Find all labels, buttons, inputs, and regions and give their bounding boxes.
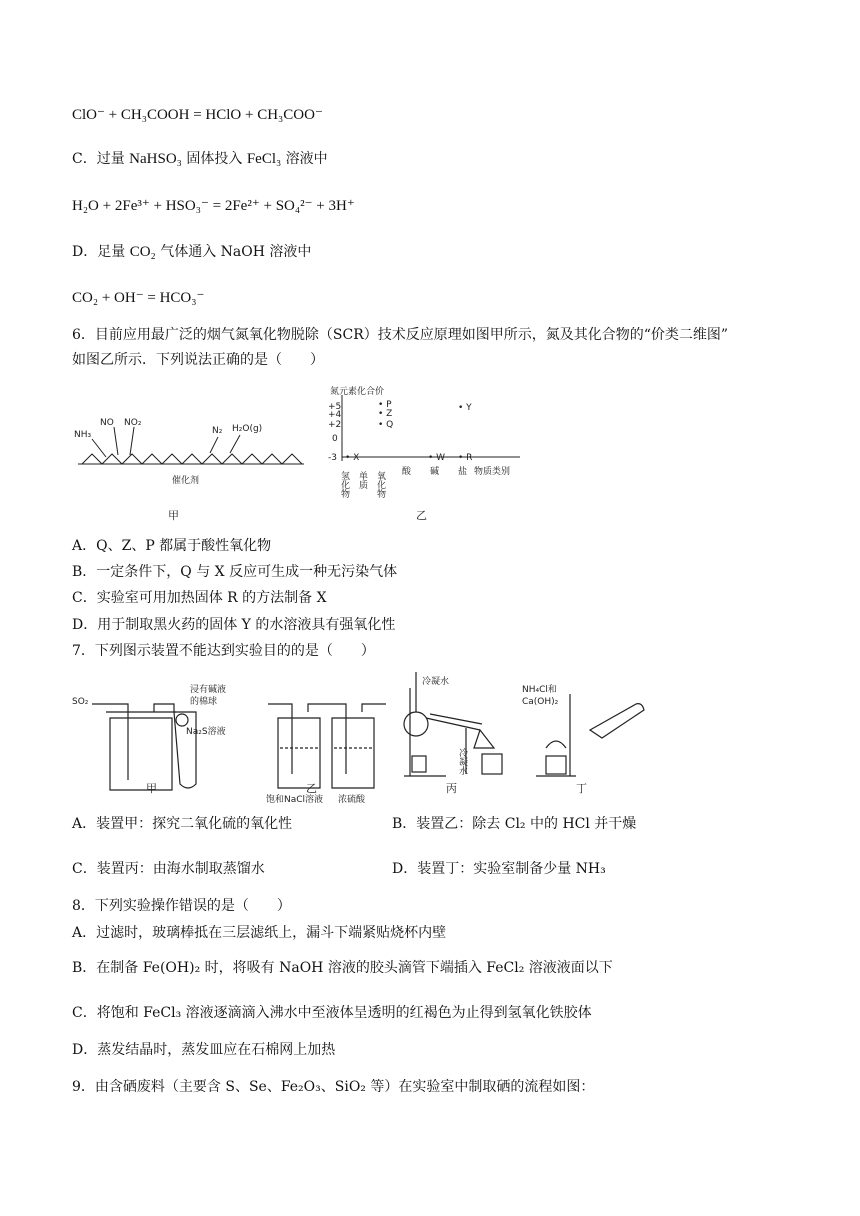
label-nh3: NH₃ <box>74 430 92 440</box>
q7-option-a: A．装置甲：探究二氧化硫的氧化性 <box>72 816 293 832</box>
point-y: • Y <box>458 403 472 413</box>
q6-stem-line1: 6．目前应用最广泛的烟气氮氧化物脱除（SCR）技术反应原理如图甲所示，氮及其化合物的“价类二维图” <box>72 327 729 343</box>
point-p: • P <box>378 400 392 410</box>
caption-jia-7: 甲 <box>146 782 157 795</box>
q8-stem: 8．下列实验操作错误的是（ ） <box>72 898 291 914</box>
option-c-mid: 固体投入 <box>186 151 243 167</box>
xcat-element: 单质 <box>357 471 367 489</box>
caption-ding: 丁 <box>576 782 587 795</box>
xcat-base: 碱 <box>430 467 440 477</box>
option-c-label: C．过量 <box>72 151 125 167</box>
point-w: • W <box>428 453 446 463</box>
label-nh4cl: NH₄Cl和 <box>522 685 557 695</box>
point-z: • Z <box>378 409 393 419</box>
q8-option-a: A．过滤时，玻璃棒抵在三层滤纸上，漏斗下端紧贴烧杯内壁 <box>72 925 447 941</box>
q8-option-b: B．在制备 Fe(OH)₂ 时，将吸有 NaOH 溶液的胶头滴管下端插入 FeCl₂ 溶液液面以下 <box>72 960 613 976</box>
q7-stem: 7．下列图示装置不能达到实验目的的是（ ） <box>72 643 375 659</box>
label-cooling-water-2: 冷凝水 <box>457 748 467 775</box>
label-h2o: H₂O(g) <box>232 424 263 434</box>
caption-bing: 丙 <box>446 782 457 795</box>
scr-diagram <box>72 385 312 525</box>
ytick-minus3: -3 <box>328 453 337 463</box>
ytick-plus5: +5 <box>328 402 342 412</box>
option-d-tail: 气体通入 NaOH 溶液中 <box>160 244 312 260</box>
caption-yi-7: 乙 <box>306 782 317 795</box>
q8-option-d: D．蒸发结晶时，蒸发皿应在石棉网上加热 <box>72 1042 336 1058</box>
q6-option-b: B．一定条件下，Q 与 X 反应可生成一种无污染气体 <box>72 564 398 580</box>
q6-option-c: C．实验室可用加热固体 R 的方法制备 X <box>72 590 327 606</box>
ytick-plus2: +2 <box>328 420 342 430</box>
x-axis-label: 物质类别 <box>474 467 511 477</box>
option-d-label: D．足量 <box>72 244 126 260</box>
option-d-reagent: CO₂ <box>129 244 156 260</box>
q6-option-d: D．用于制取黑火药的固体 Y 的水溶液具有强氧化性 <box>72 617 396 633</box>
equation-c: H₂O + 2Fe³⁺ + HSO₃⁻ = 2Fe²⁺ + SO₄²⁻ + 3H⁺ <box>72 198 355 214</box>
option-c-target: FeCl₃ <box>246 151 282 167</box>
option-c-tail: 溶液中 <box>285 151 328 167</box>
point-x: • X <box>345 453 360 463</box>
ytick-zero: 0 <box>332 434 338 444</box>
q7-option-d: D．装置丁：实验室制备少量 NH₃ <box>392 861 606 877</box>
label-catalyst: 催化剂 <box>172 476 200 486</box>
valence-class-chart <box>328 385 538 525</box>
q6-option-a: A．Q、Z、P 都属于酸性氧化物 <box>72 538 272 554</box>
xcat-hydride: 氢化物 <box>339 471 349 498</box>
q6-stem-line2: 如图乙所示．下列说法正确的是（ ） <box>72 352 324 368</box>
label-so2: SO₂ <box>72 697 89 707</box>
q7-option-c: C．装置丙：由海水制取蒸馏水 <box>72 861 265 877</box>
label-cooling-water-1: 冷凝水 <box>422 677 450 687</box>
q9-stem: 9．由含硒废料（主要含 S、Se、Fe₂O₃、SiO₂ 等）在实验室中制取硒的流程如图： <box>72 1079 595 1095</box>
label-n2: N₂ <box>212 426 223 436</box>
point-q: • Q <box>378 420 394 430</box>
label-h2so4: 浓硫酸 <box>338 795 366 805</box>
equation-b: ClO⁻ + CH₃COOH = HClO + CH₃COO⁻ <box>72 107 323 123</box>
ytick-plus4: +4 <box>328 410 342 420</box>
apparatus-figure <box>70 668 650 805</box>
label-na2s: Na₂S溶液 <box>186 727 226 737</box>
label-caoh2: Ca(OH)₂ <box>522 697 559 707</box>
point-r: • R <box>458 453 473 463</box>
label-no: NO <box>100 418 114 428</box>
option-c-reagent: NaHSO₃ <box>129 151 182 167</box>
xcat-salt: 盐 <box>458 467 468 477</box>
option-d-text <box>72 243 311 261</box>
q7-option-b: B．装置乙：除去 Cl₂ 中的 HCl 并干燥 <box>392 816 637 832</box>
equation-d: CO₂ + OH⁻ = HCO₃⁻ <box>72 290 205 306</box>
label-no2: NO₂ <box>124 418 142 428</box>
option-c-text <box>72 150 328 168</box>
caption-yi: 乙 <box>416 509 427 522</box>
label-cotton-line1: 浸有碱液 <box>190 685 227 695</box>
caption-jia: 甲 <box>168 509 179 522</box>
q8-option-c: C．将饱和 FeCl₃ 溶液逐滴滴入沸水中至液体呈透明的红褐色为止得到氢氧化铁胶体 <box>72 1005 592 1021</box>
xcat-oxide: 氧化物 <box>375 471 385 498</box>
xcat-acid: 酸 <box>402 467 412 477</box>
label-nacl: 饱和NaCl溶液 <box>266 795 324 805</box>
y-axis-label: 氮元素化合价 <box>330 387 385 397</box>
label-cotton-line2: 的棉球 <box>190 697 218 707</box>
